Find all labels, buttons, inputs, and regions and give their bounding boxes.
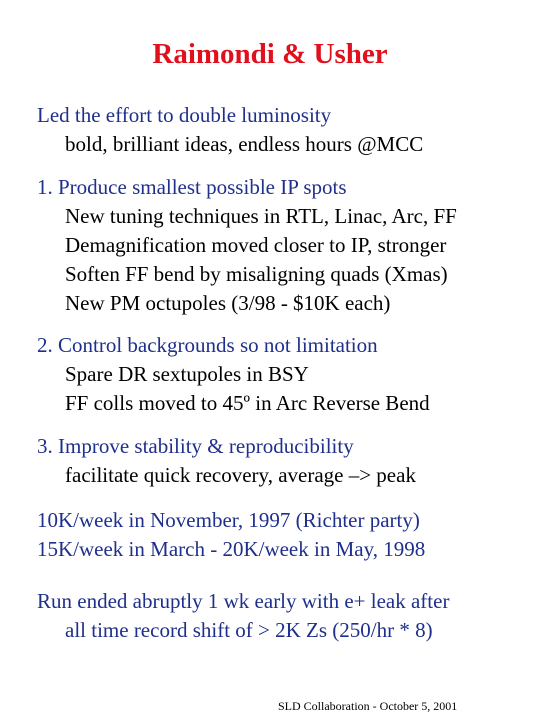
footer-text: SLD Collaboration - October 5, 2001 (278, 699, 458, 713)
block-item: New tuning techniques in RTL, Linac, Arc, FF (65, 204, 457, 228)
block-heading: 1. Produce smallest possible IP spots (37, 175, 347, 199)
block-heading: Led the effort to double luminosity (37, 103, 332, 127)
block-heading: 2. Control backgrounds so not limitation (37, 333, 378, 357)
block-item: bold, brilliant ideas, endless hours @MCC (65, 132, 424, 156)
slide-title: Raimondi & Usher (152, 38, 388, 70)
conclusion-line: Run ended abruptly 1 wk early with e+ leak after (37, 589, 450, 613)
record-line: 15K/week in March - 20K/week in May, 1998 (37, 537, 426, 561)
record-line: 10K/week in November, 1997 (Richter party) (37, 508, 420, 532)
block-item: Spare DR sextupoles in BSY (65, 362, 309, 386)
conclusion-line: all time record shift of > 2K Zs (250/hr * 8) (65, 618, 433, 642)
block-item: FF colls moved to 45º in Arc Reverse Bend (65, 391, 430, 415)
block-item: Soften FF bend by misaligning quads (Xmas) (65, 262, 448, 286)
block-heading: 3. Improve stability & reproducibility (37, 434, 354, 458)
block-item: facilitate quick recovery, average –> peak (65, 463, 416, 487)
block-item: Demagnification moved closer to IP, stronger (65, 233, 447, 257)
block-item: New PM octupoles (3/98 - $10K each) (65, 291, 391, 315)
